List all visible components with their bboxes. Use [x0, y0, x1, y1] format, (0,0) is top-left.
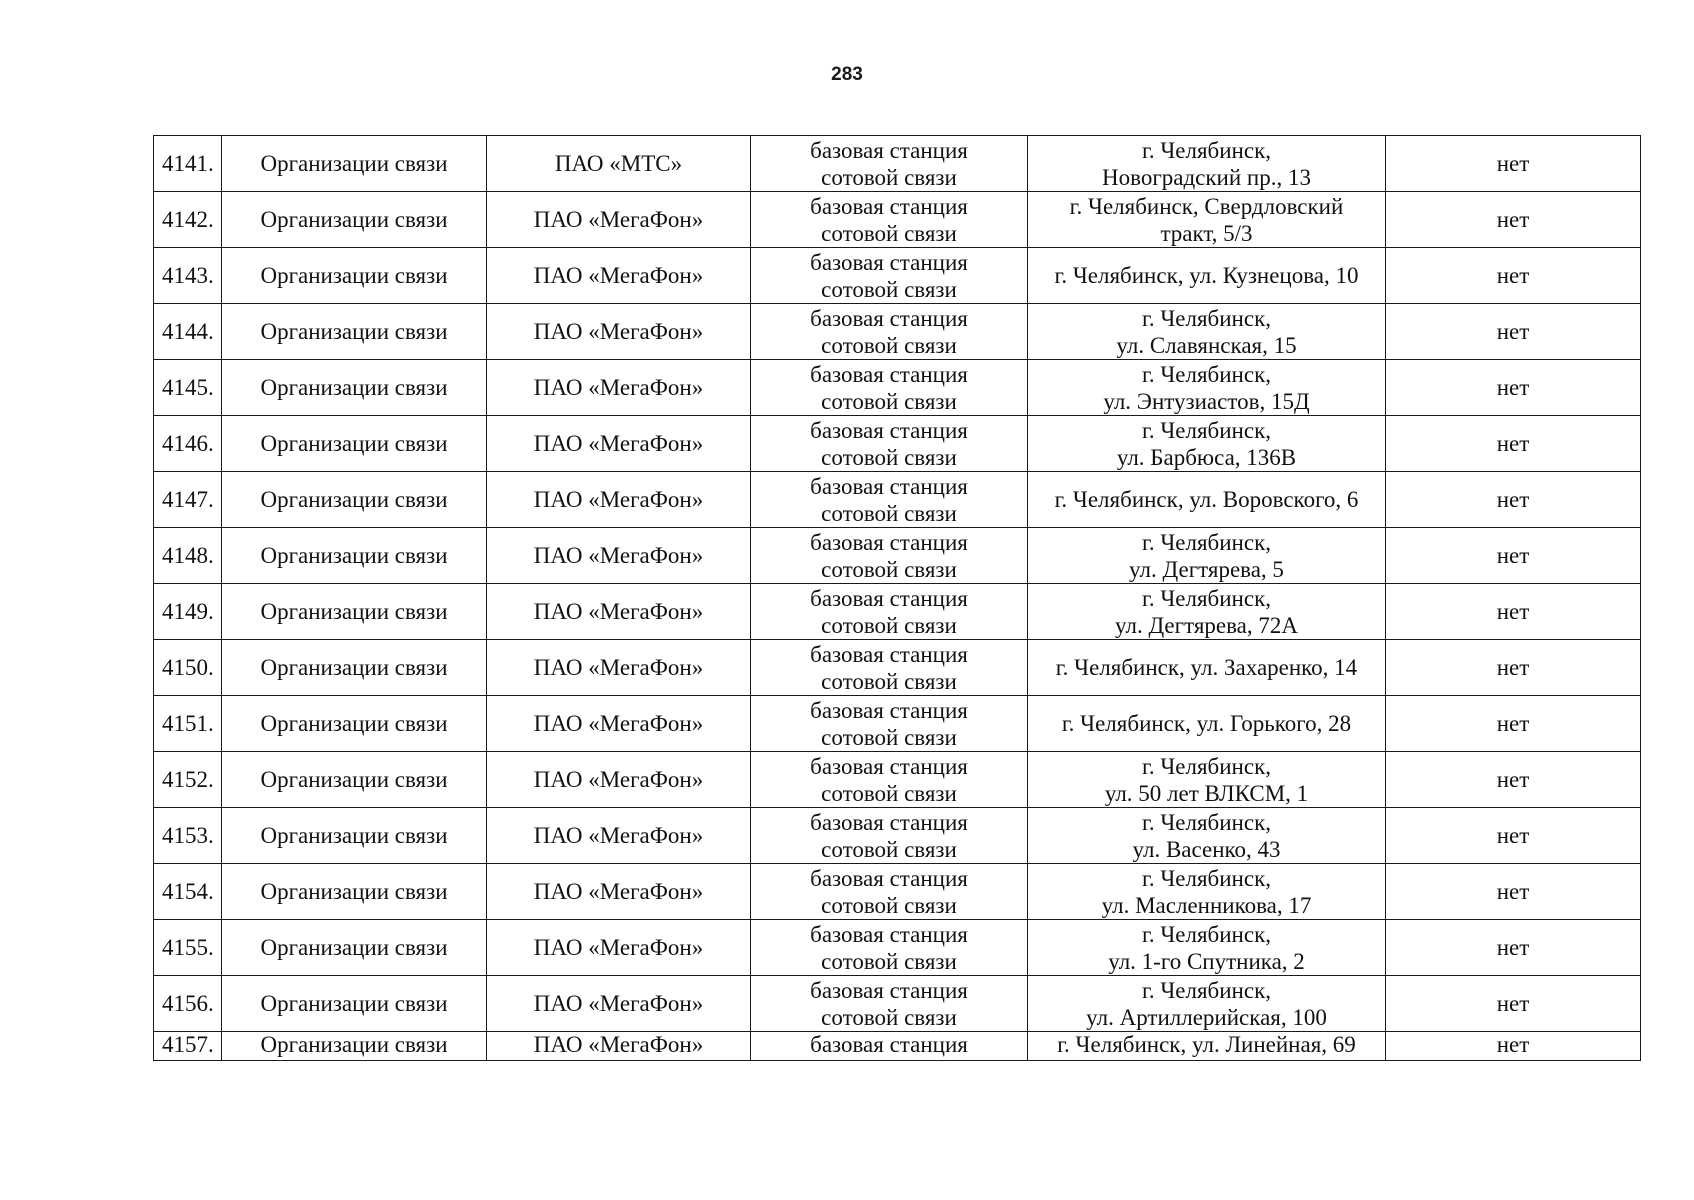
flag-cell: нет: [1386, 864, 1641, 920]
object-cell-line: базовая станция: [810, 809, 968, 835]
object-cell: [751, 248, 1028, 304]
category-cell: Организации связи: [222, 472, 487, 528]
category-cell: Организации связи: [222, 248, 487, 304]
organization-cell: ПАО «МегаФон»: [487, 696, 751, 752]
address-cell-line: Новоградский пр., 13: [1102, 164, 1311, 190]
object-cell-line: базовая станция: [810, 641, 968, 667]
object-cell: [751, 584, 1028, 640]
address-cell-line: г. Челябинск,: [1141, 865, 1271, 891]
flag-cell: нет: [1386, 528, 1641, 584]
address-cell: [1028, 640, 1386, 696]
address-cell: [1028, 136, 1386, 192]
object-cell: [751, 1032, 1028, 1061]
row-number-cell: 4150.: [154, 640, 222, 696]
table-row: [154, 808, 1641, 864]
table-row: [154, 416, 1641, 472]
table-row: [154, 1032, 1641, 1061]
object-cell-line: базовая станция: [810, 977, 968, 1003]
object-cell-line: базовая станция: [810, 417, 968, 443]
flag-cell: нет: [1386, 416, 1641, 472]
row-number-cell: 4152.: [154, 752, 222, 808]
object-cell-line: базовая станция: [810, 1032, 968, 1057]
row-number-cell: 4155.: [154, 920, 222, 976]
organization-cell: ПАО «МегаФон»: [487, 304, 751, 360]
address-cell: [1028, 360, 1386, 416]
row-number-cell: 4148.: [154, 528, 222, 584]
table-row: [154, 192, 1641, 248]
address-cell-line: ул. Барбюса, 136В: [1116, 444, 1297, 470]
flag-cell: нет: [1386, 808, 1641, 864]
object-cell-line: сотовой связи: [821, 612, 957, 638]
row-number-cell: 4145.: [154, 360, 222, 416]
table-row: [154, 864, 1641, 920]
object-cell: [751, 360, 1028, 416]
object-cell-line: сотовой связи: [821, 948, 957, 974]
category-cell: Организации связи: [222, 864, 487, 920]
address-cell-line: ул. 50 лет ВЛКСМ, 1: [1104, 780, 1309, 806]
organization-cell: ПАО «МегаФон»: [487, 192, 751, 248]
organization-cell: ПАО «МегаФон»: [487, 864, 751, 920]
address-cell-line: ул. Артиллерийская, 100: [1086, 1004, 1327, 1030]
row-number-cell: 4143.: [154, 248, 222, 304]
object-cell-line: базовая станция: [810, 305, 968, 331]
address-cell-line: тракт, 5/3: [1160, 220, 1253, 246]
object-cell: [751, 304, 1028, 360]
address-cell: [1028, 864, 1386, 920]
object-cell-line: сотовой связи: [821, 556, 957, 582]
address-cell-line: ул. 1-го Спутника, 2: [1108, 948, 1305, 974]
category-cell: Организации связи: [222, 640, 487, 696]
flag-cell: нет: [1386, 920, 1641, 976]
category-cell: Организации связи: [222, 752, 487, 808]
address-cell-line: г. Челябинск,: [1141, 529, 1271, 555]
flag-cell: нет: [1386, 976, 1641, 1032]
row-number-cell: 4154.: [154, 864, 222, 920]
address-cell-line: г. Челябинск,: [1141, 137, 1271, 163]
row-number-cell: 4142.: [154, 192, 222, 248]
object-cell: [751, 472, 1028, 528]
object-cell-line: сотовой связи: [821, 892, 957, 918]
page-number: 283: [831, 64, 863, 85]
address-cell: [1028, 808, 1386, 864]
object-cell-line: сотовой связи: [821, 780, 957, 806]
address-cell-line: г. Челябинск, ул. Линейная, 69: [1057, 1032, 1356, 1057]
table-row: [154, 360, 1641, 416]
object-cell-line: базовая станция: [810, 697, 968, 723]
address-cell: [1028, 416, 1386, 472]
row-number-cell: 4144.: [154, 304, 222, 360]
address-cell-line: ул. Васенко, 43: [1132, 836, 1281, 862]
object-cell-line: сотовой связи: [821, 220, 957, 246]
table-row: [154, 752, 1641, 808]
category-cell: Организации связи: [222, 192, 487, 248]
table-row: [154, 136, 1641, 192]
object-cell-line: базовая станция: [810, 249, 968, 275]
object-cell-line: сотовой связи: [821, 388, 957, 414]
organization-cell: ПАО «МегаФон»: [487, 976, 751, 1032]
row-number-cell: 4156.: [154, 976, 222, 1032]
category-cell: Организации связи: [222, 696, 487, 752]
address-cell-line: ул. Славянская, 15: [1116, 332, 1297, 358]
organization-cell: ПАО «МегаФон»: [487, 640, 751, 696]
category-cell: Организации связи: [222, 304, 487, 360]
organization-cell: ПАО «МегаФон»: [487, 808, 751, 864]
row-number-cell: 4149.: [154, 584, 222, 640]
table-row: [154, 528, 1641, 584]
address-cell-line: г. Челябинск,: [1141, 753, 1271, 779]
table-row: [154, 920, 1641, 976]
row-number-cell: 4151.: [154, 696, 222, 752]
table-row: [154, 472, 1641, 528]
flag-cell: нет: [1386, 248, 1641, 304]
address-cell-line: г. Челябинск, ул. Захаренко, 14: [1055, 655, 1358, 680]
organization-cell: ПАО «МегаФон»: [487, 584, 751, 640]
object-cell-line: сотовой связи: [821, 724, 957, 750]
organization-cell: ПАО «МегаФон»: [487, 360, 751, 416]
object-cell: [751, 416, 1028, 472]
object-cell: [751, 920, 1028, 976]
address-cell: [1028, 752, 1386, 808]
object-cell: [751, 192, 1028, 248]
address-cell: [1028, 528, 1386, 584]
address-cell: [1028, 472, 1386, 528]
object-cell: [751, 864, 1028, 920]
object-cell-line: сотовой связи: [821, 444, 957, 470]
registry-table: [153, 135, 1641, 1061]
object-cell-line: сотовой связи: [821, 332, 957, 358]
object-cell-line: сотовой связи: [821, 836, 957, 862]
address-cell: [1028, 584, 1386, 640]
address-cell-line: г. Челябинск, ул. Горького, 28: [1061, 711, 1352, 736]
organization-cell: ПАО «МТС»: [487, 136, 751, 192]
object-cell: [751, 808, 1028, 864]
object-cell: [751, 976, 1028, 1032]
address-cell-line: г. Челябинск,: [1141, 585, 1271, 611]
address-cell: [1028, 696, 1386, 752]
flag-cell: нет: [1386, 472, 1641, 528]
table-row: [154, 248, 1641, 304]
address-cell: [1028, 248, 1386, 304]
object-cell: [751, 696, 1028, 752]
flag-cell: нет: [1386, 136, 1641, 192]
row-number-cell: 4157.: [154, 1032, 222, 1061]
category-cell: Организации связи: [222, 1032, 487, 1061]
address-cell-line: г. Челябинск,: [1141, 977, 1271, 1003]
flag-cell: нет: [1386, 360, 1641, 416]
address-cell-line: г. Челябинск, Свердловский: [1069, 193, 1344, 219]
address-cell-line: г. Челябинск,: [1141, 305, 1271, 331]
object-cell-line: сотовой связи: [821, 164, 957, 190]
address-cell-line: г. Челябинск,: [1141, 361, 1271, 387]
address-cell: [1028, 920, 1386, 976]
object-cell: [751, 136, 1028, 192]
category-cell: Организации связи: [222, 136, 487, 192]
table-row: [154, 584, 1641, 640]
address-cell-line: г. Челябинск, ул. Воровского, 6: [1054, 487, 1359, 512]
organization-cell: ПАО «МегаФон»: [487, 472, 751, 528]
object-cell-line: базовая станция: [810, 921, 968, 947]
object-cell-line: базовая станция: [810, 361, 968, 387]
flag-cell: нет: [1386, 1032, 1641, 1061]
table-body: [154, 136, 1641, 1061]
table-row: [154, 696, 1641, 752]
flag-cell: нет: [1386, 696, 1641, 752]
organization-cell: ПАО «МегаФон»: [487, 248, 751, 304]
address-cell-line: г. Челябинск, ул. Кузнецова, 10: [1054, 263, 1359, 288]
address-cell-line: г. Челябинск,: [1141, 809, 1271, 835]
object-cell-line: сотовой связи: [821, 1004, 957, 1030]
object-cell-line: базовая станция: [810, 529, 968, 555]
object-cell: [751, 752, 1028, 808]
address-cell: [1028, 192, 1386, 248]
object-cell-line: базовая станция: [810, 753, 968, 779]
object-cell-line: базовая станция: [810, 473, 968, 499]
category-cell: Организации связи: [222, 976, 487, 1032]
address-cell-line: г. Челябинск,: [1141, 417, 1271, 443]
object-cell-line: сотовой связи: [821, 276, 957, 302]
address-cell: [1028, 976, 1386, 1032]
row-number-cell: 4141.: [154, 136, 222, 192]
category-cell: Организации связи: [222, 808, 487, 864]
address-cell-line: ул. Дегтярева, 72А: [1115, 612, 1298, 638]
object-cell-line: базовая станция: [810, 585, 968, 611]
organization-cell: ПАО «МегаФон»: [487, 1032, 751, 1061]
address-cell-line: ул. Энтузиастов, 15Д: [1103, 388, 1310, 414]
table-row: [154, 304, 1641, 360]
address-cell-line: ул. Масленникова, 17: [1101, 892, 1312, 918]
category-cell: Организации связи: [222, 416, 487, 472]
organization-cell: ПАО «МегаФон»: [487, 920, 751, 976]
organization-cell: ПАО «МегаФон»: [487, 752, 751, 808]
object-cell: [751, 640, 1028, 696]
object-cell-line: сотовой связи: [821, 668, 957, 694]
row-number-cell: 4147.: [154, 472, 222, 528]
organization-cell: ПАО «МегаФон»: [487, 528, 751, 584]
category-cell: Организации связи: [222, 920, 487, 976]
flag-cell: нет: [1386, 584, 1641, 640]
category-cell: Организации связи: [222, 584, 487, 640]
flag-cell: нет: [1386, 640, 1641, 696]
organization-cell: ПАО «МегаФон»: [487, 416, 751, 472]
row-number-cell: 4146.: [154, 416, 222, 472]
flag-cell: нет: [1386, 304, 1641, 360]
object-cell-line: сотовой связи: [821, 500, 957, 526]
category-cell: Организации связи: [222, 528, 487, 584]
category-cell: Организации связи: [222, 360, 487, 416]
address-cell: [1028, 1032, 1386, 1061]
flag-cell: нет: [1386, 192, 1641, 248]
table-row: [154, 976, 1641, 1032]
table-row: [154, 640, 1641, 696]
object-cell-line: базовая станция: [810, 137, 968, 163]
address-cell-line: ул. Дегтярева, 5: [1129, 556, 1284, 582]
flag-cell: нет: [1386, 752, 1641, 808]
object-cell-line: базовая станция: [810, 193, 968, 219]
address-cell: [1028, 304, 1386, 360]
address-cell-line: г. Челябинск,: [1141, 921, 1271, 947]
row-number-cell: 4153.: [154, 808, 222, 864]
object-cell-line: базовая станция: [810, 865, 968, 891]
object-cell: [751, 528, 1028, 584]
